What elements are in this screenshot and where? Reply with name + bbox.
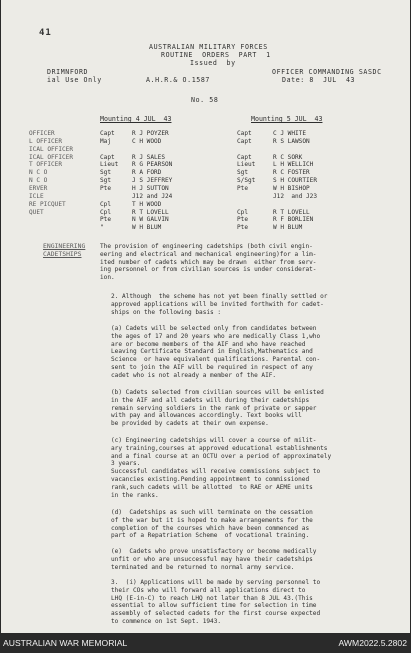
duty-name: N W GALVIN: [132, 216, 169, 224]
order-number: No. 58: [191, 96, 219, 104]
body-line-para-c: Successful candidates will receive commissions subject to: [111, 468, 321, 476]
duty-name: L H WELLICH: [273, 161, 314, 169]
body-line-para-d: completion of the courses which have been commenced as: [111, 524, 310, 532]
duty-rank: Cpl: [100, 200, 112, 208]
duty-name: J12 and J23: [273, 192, 318, 200]
header-title: AUSTRALIAN MILITARY FORCES: [149, 43, 268, 51]
body-line-para-c: in the ranks.: [111, 491, 159, 499]
duty-role-label: QUET: [29, 208, 44, 216]
body-line-para3: their COs who will forward all applications direct to: [111, 586, 306, 594]
duty-role-label: ICAL OFFICER: [29, 153, 74, 161]
body-line-para3: LHQ (E-in-C) to reach LHQ not later than 8 JUL 43.(This: [111, 594, 313, 602]
duty-role-label: N C O: [29, 169, 48, 177]
duty-name: R T LOVELL: [132, 208, 169, 216]
body-line-para-d: (d) Cadetships as such will terminate on the cessation: [111, 509, 313, 516]
body-line-para-e: unfit or who are unsuccessful may have their cadetships: [111, 555, 313, 563]
body-line-para-b: be provided by cadets at their own expense.: [111, 420, 269, 428]
duty-rank: ": [100, 224, 104, 232]
body-line-para-a: Science or have equivalent qualifications. Parental con-: [111, 356, 321, 364]
body-line-para3: to commence on 1st Sept. 1943.: [111, 618, 222, 625]
body-line-intro: ing personnel or from civilian sources is under considerat-: [100, 266, 317, 274]
duty-name: W H BLUM: [132, 224, 162, 232]
duty-role-label: ICLE: [29, 192, 44, 200]
duty-name: R J SALES: [132, 153, 166, 161]
section-margin-heading-2: CADETSHIPS: [43, 250, 82, 258]
duty-rank: Capt: [100, 130, 115, 137]
body-line-para2: approved applications will be invited forthwith for cadet-: [111, 300, 324, 308]
duty-rank: Sgt: [100, 169, 112, 177]
body-line-para-d: part of a Repatriation Scheme of vocational training.: [111, 532, 310, 540]
duty-rank: Sgt: [237, 169, 249, 177]
duty-name: C H WOOD: [132, 137, 162, 145]
body-line-para-c: ary training,courses at approved educational establishments: [111, 444, 328, 452]
header-issuer: OFFICER COMMANDING SASDC: [272, 68, 382, 76]
body-line-intro: The provision of engineering cadetships (both civil engin-: [100, 243, 313, 250]
document-page: [1, 0, 410, 633]
duty-name: J12 and J24: [132, 192, 173, 200]
body-line-para-b: (b) Cadets selected from civilian sources will be enlisted: [111, 389, 324, 396]
header-issued-by: Issued by: [190, 59, 236, 67]
duty-name: R S LAWSON: [273, 137, 310, 145]
header-location: DRIMNFORD: [47, 68, 89, 76]
duty-name: S H COURTIER: [273, 177, 318, 185]
body-line-para2: ships on the following basis :: [111, 308, 222, 316]
duty-name: W H BLUM: [273, 224, 303, 232]
header-use-note: ial Use Only: [47, 76, 102, 84]
duty-rank: Capt: [237, 153, 252, 161]
duty-rank: Cpl: [237, 208, 249, 216]
duty-rank: Lieut: [100, 161, 119, 169]
duty-rank: Pte: [237, 216, 249, 224]
duty-rank: Capt: [237, 137, 252, 145]
duty-name: R G PEARSON: [132, 161, 173, 169]
archive-footer: [0, 633, 411, 653]
body-line-para3: 3. (i) Applications will be made by serving personnel to: [111, 579, 321, 586]
duty-rank: Capt: [237, 130, 252, 137]
body-line-para-e: terminated and be returned to normal army service.: [111, 563, 295, 571]
duty-role-label: N C O: [29, 177, 48, 185]
body-line-para-c: and a final course at an OCTU over a period of approximately: [111, 452, 332, 460]
duty-name: W H BISHOP: [273, 184, 310, 192]
body-line-para-d: of the war but it is hoped to make arrangements for the: [111, 516, 313, 524]
duty-name: R F BORLIEN: [273, 216, 314, 224]
body-line-para-e: (e) Cadets who prove unsatisfactory or become medically: [111, 548, 317, 555]
duty-name: H J SUTTON: [132, 184, 169, 192]
duty-name: R C FOSTER: [273, 169, 310, 177]
duty-rank: Pte: [237, 224, 249, 232]
body-line-para3: assembly of selected cadets for the first course expected: [111, 610, 321, 618]
duty-role-label: RE PICQUET: [29, 200, 66, 208]
duty-name: C J WHITE: [273, 130, 307, 137]
body-line-para-c: 3 years.: [111, 460, 141, 468]
body-line-intro: ited number of cadets which may be drawn either from serv-: [100, 258, 317, 266]
duty-rank: Pte: [100, 184, 112, 192]
roster-column-1-title: Mounting 4 JUL 43: [100, 115, 172, 123]
roster-column-2-title: Mounting 5 JUL 43: [251, 115, 323, 123]
duty-rank: Sgt: [100, 177, 112, 185]
body-line-para-a: cadet who is not already a member of the AIF.: [111, 371, 277, 379]
body-line-para-a: (a) Cadets will be selected only from candidates between: [111, 325, 317, 332]
duty-rank: Lieut: [237, 161, 256, 169]
handwritten-folio-number: 41: [39, 28, 52, 38]
body-line-para-c: rank,such cadets will be allotted to RAE or AEME units: [111, 483, 313, 491]
body-line-intro: eering and electrical and mechanical engineering)for a lim-: [100, 250, 317, 258]
body-line-para2: 2. Although the scheme has not yet been finally settled or: [111, 293, 328, 300]
body-line-para-a: Leaving Certificate Standard in English,Mathematics and: [111, 348, 313, 356]
body-line-para-a: are or become members of the AIF and who have reached: [111, 340, 306, 348]
duty-name: R J POYZER: [132, 130, 169, 137]
duty-name: J S JEFFREY: [132, 177, 173, 185]
duty-name: R C SORK: [273, 153, 303, 161]
body-line-para-a: the ages of 17 and 20 years who are medically Class 1,who: [111, 332, 321, 340]
duty-rank: Maj: [100, 137, 112, 145]
header-subtitle: ROUTINE ORDERS PART 1: [161, 51, 271, 59]
duty-rank: Cpl: [100, 208, 112, 216]
duty-name: R T LOVELL: [273, 208, 310, 216]
archive-name: AUSTRALIAN WAR MEMORIAL: [3, 638, 128, 648]
archive-reference: AWM2022.5.2802: [338, 638, 407, 648]
duty-rank: Pte: [237, 184, 249, 192]
duty-role-label: ERVER: [29, 184, 48, 192]
duty-role-label: ICAL OFFICER: [29, 145, 74, 153]
duty-name: T H WOOD: [132, 200, 162, 208]
duty-name: R A FORD: [132, 169, 162, 177]
duty-role-label: L OFFICER: [29, 137, 63, 145]
section-margin-heading-1: ENGINEERING: [43, 242, 86, 250]
body-line-para-c: (c) Engineering cadetships will cover a course of milit-: [111, 437, 317, 444]
duty-rank: Capt: [100, 153, 115, 161]
body-line-para3: essential to allow sufficient time for selection in time: [111, 602, 317, 610]
header-reference: A.H.R.& O.1587: [146, 76, 210, 84]
body-line-para-a: sent to join the AIF will be required in respect of any: [111, 364, 313, 371]
duty-rank: Pte: [100, 216, 112, 224]
duty-role-label: OFFICER: [29, 130, 55, 137]
duty-rank: S/Sgt: [237, 177, 256, 185]
header-date: Date: 8 JUL 43: [282, 76, 356, 84]
body-line-para-b: in the AIF and all cadets will during their cadetships: [111, 396, 310, 404]
body-line-intro: ion.: [100, 274, 115, 282]
duty-role-label: T OFFICER: [29, 161, 63, 169]
body-line-para-c: vacancies existing.Pending appointment to commissioned: [111, 476, 310, 483]
body-line-para-b: remain serving soldiers in the rank of private or sapper: [111, 404, 317, 412]
body-line-para-b: with pay and allowances accordingly. Text books will: [111, 412, 302, 420]
